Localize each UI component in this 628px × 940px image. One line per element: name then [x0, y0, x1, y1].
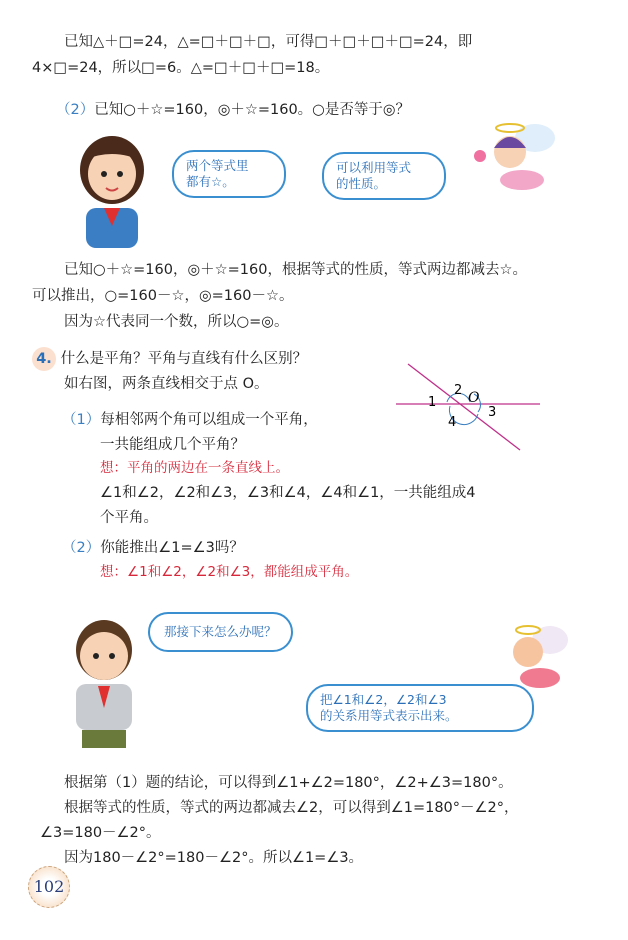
text-line: 如右图，两条直线相交于点 O。 [64, 376, 269, 392]
speech-bubble-girl [172, 150, 286, 198]
text-line: 根据等式的性质，等式的两边都减去∠2，可以得到∠1=180°－∠2°， [64, 800, 519, 816]
hint-text: 想：平角的两边在一条直线上。 [100, 460, 289, 476]
angle-label-3: 3 [488, 405, 497, 420]
angle-label-1: 1 [428, 395, 437, 410]
angle-label-2: 2 [454, 383, 463, 398]
bubble-text: 的性质。 [336, 176, 387, 191]
subquestion-label: （1） [62, 412, 101, 428]
bubble-text: 两个等式里 [186, 158, 249, 173]
text-line: 因为☆代表同一个数，所以○=◎。 [64, 314, 289, 330]
subquestion-text: 每相邻两个角可以组成一个平角， [100, 412, 318, 428]
hint-text: 想：∠1和∠2，∠2和∠3，都能组成平角。 [100, 564, 359, 580]
question-text: 什么是平角？平角与直线有什么区别？ [60, 351, 308, 367]
speech-bubble-boy: 那接下来怎么办呢？ [148, 612, 293, 652]
bubble-text: 可以利用等式 [336, 160, 412, 175]
question-4 [32, 347, 307, 371]
question-2 [56, 100, 410, 120]
point-label-o: O [468, 390, 480, 406]
intersecting-lines-figure [390, 358, 550, 458]
page-number: 102 [28, 866, 70, 908]
text-line: 个平角。 [100, 510, 158, 526]
girl-illustration [70, 130, 160, 250]
text-line: 因为180－∠2°=180－∠2°。所以∠1=∠3。 [64, 850, 364, 866]
text-line: 已知○＋☆=160，◎＋☆=160，根据等式的性质，等式两边都减去☆。 [64, 262, 527, 278]
text-line: 一共能组成几个平角？ [100, 437, 245, 453]
angel-illustration [470, 118, 560, 198]
angle-label-4: 4 [448, 415, 457, 430]
question-text: 已知○＋☆=160，◎＋☆=160。○是否等于◎？ [94, 102, 410, 118]
text-line: 已知△＋□=24，△=□＋□＋□，可得□＋□＋□＋□=24，即 [64, 34, 473, 50]
bubble-text: 都有☆。 [186, 174, 235, 189]
speech-bubble-angel [322, 152, 446, 200]
text-line: ∠3=180－∠2°。 [40, 825, 161, 841]
boy-illustration [62, 612, 152, 752]
subquestion-label: （2） [62, 540, 101, 556]
text-line: 4×□=24，所以□=6。△=□＋□＋□=18。 [32, 60, 330, 76]
question-label: （2） [56, 102, 95, 118]
text-line: 根据第（1）题的结论，可以得到∠1+∠2=180°，∠2+∠3=180°。 [64, 775, 513, 791]
bubble-text: 把∠1和∠2，∠2和∠3 [320, 692, 447, 707]
question-number: 4. [32, 347, 56, 371]
subquestion-text: 你能推出∠1=∠3吗？ [100, 540, 244, 556]
angel-illustration [492, 620, 572, 695]
text-line: ∠1和∠2，∠2和∠3，∠3和∠4，∠4和∠1，一共能组成4 [100, 485, 476, 501]
subquestion-2 [62, 538, 244, 558]
text-line: 可以推出，○=160－☆，◎=160－☆。 [32, 288, 294, 304]
subquestion-1 [62, 410, 318, 430]
bubble-text: 的关系用等式表示出来。 [320, 708, 458, 723]
